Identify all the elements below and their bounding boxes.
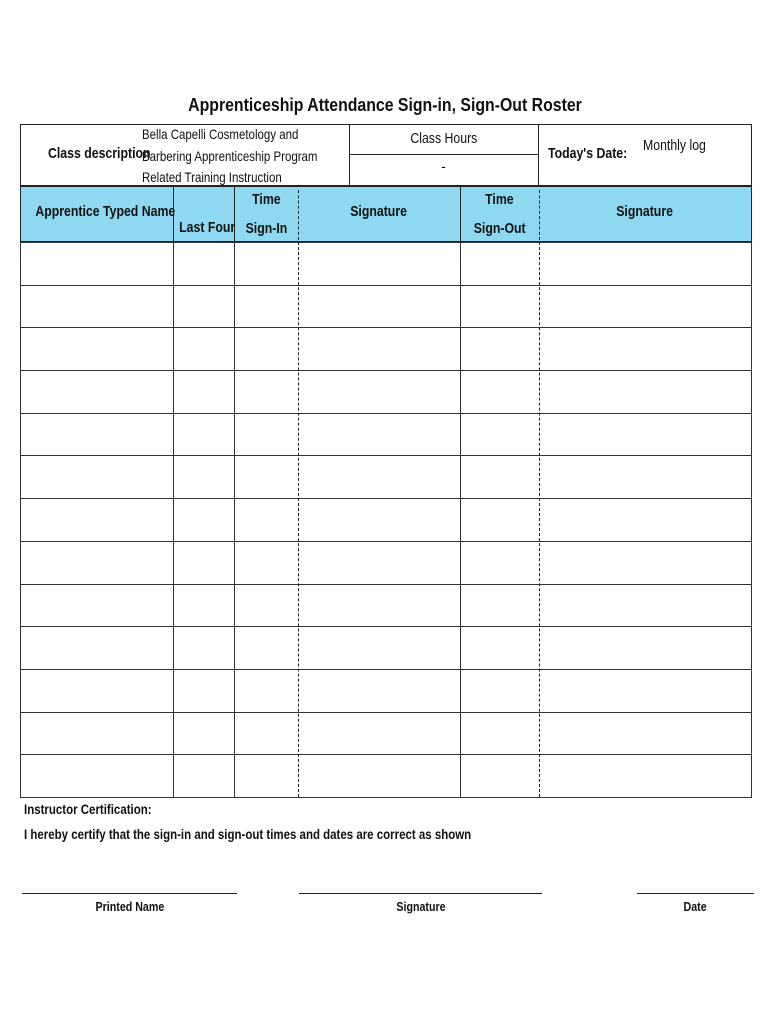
apprentice-name-cell[interactable] <box>21 456 172 497</box>
table-row-line <box>20 797 752 798</box>
signature-label: Signature <box>395 899 446 914</box>
time-sign-out-cell[interactable] <box>461 371 538 412</box>
date-label: Date <box>683 899 708 914</box>
apprentice-name-cell[interactable] <box>21 542 172 583</box>
class-hours-label: Class Hours <box>410 130 477 147</box>
last-four-cell[interactable] <box>174 670 233 711</box>
header-time-sign-out-line-1: Time <box>485 191 514 208</box>
time-sign-out-cell[interactable] <box>461 286 538 327</box>
signature-out-cell[interactable] <box>540 286 751 327</box>
apprentice-name-cell[interactable] <box>21 755 172 796</box>
signature-in-cell[interactable] <box>299 456 459 497</box>
last-four-cell[interactable] <box>174 243 233 284</box>
time-sign-out-cell[interactable] <box>461 755 538 796</box>
apprentice-name-cell[interactable] <box>21 243 172 284</box>
signature-out-cell[interactable] <box>540 371 751 412</box>
signature-in-cell[interactable] <box>299 670 459 711</box>
last-four-cell[interactable] <box>174 585 233 626</box>
time-sign-in-cell[interactable] <box>235 456 297 497</box>
apprentice-name-cell[interactable] <box>21 499 172 540</box>
last-four-cell[interactable] <box>174 371 233 412</box>
last-four-cell[interactable] <box>174 627 233 668</box>
time-sign-out-cell[interactable] <box>461 328 538 369</box>
last-four-cell[interactable] <box>174 755 233 796</box>
time-sign-out-cell[interactable] <box>461 499 538 540</box>
time-sign-in-cell[interactable] <box>235 328 297 369</box>
time-sign-out-cell[interactable] <box>461 456 538 497</box>
signature-out-cell[interactable] <box>540 414 751 455</box>
apprentice-name-cell[interactable] <box>21 670 172 711</box>
class-hours-value[interactable]: - <box>441 158 446 174</box>
time-sign-in-cell[interactable] <box>235 627 297 668</box>
time-sign-in-cell[interactable] <box>235 243 297 284</box>
signature-out-cell[interactable] <box>540 499 751 540</box>
signature-in-cell[interactable] <box>299 585 459 626</box>
time-sign-in-cell[interactable] <box>235 542 297 583</box>
printed-name-line[interactable] <box>22 893 237 894</box>
table-column-line <box>751 242 752 797</box>
signature-out-cell[interactable] <box>540 328 751 369</box>
time-sign-in-cell[interactable] <box>235 713 297 754</box>
signature-out-cell[interactable] <box>540 713 751 754</box>
signature-in-cell[interactable] <box>299 371 459 412</box>
class-description-label: Class description <box>48 145 151 162</box>
signature-out-cell[interactable] <box>540 456 751 497</box>
signature-out-cell[interactable] <box>540 243 751 284</box>
signature-in-cell[interactable] <box>299 755 459 796</box>
last-four-cell[interactable] <box>174 328 233 369</box>
class-description-line-1: Bella Capelli Cosmetology and <box>142 126 299 142</box>
class-description-line-2: Barbering Apprenticeship Program <box>142 148 318 164</box>
header-signature-in: Signature <box>350 203 408 220</box>
time-sign-in-cell[interactable] <box>235 286 297 327</box>
last-four-cell[interactable] <box>174 499 233 540</box>
time-sign-out-cell[interactable] <box>461 414 538 455</box>
apprentice-name-cell[interactable] <box>21 713 172 754</box>
signature-in-cell[interactable] <box>299 499 459 540</box>
apprentice-name-cell[interactable] <box>21 286 172 327</box>
time-sign-in-cell[interactable] <box>235 414 297 455</box>
signature-in-cell[interactable] <box>299 542 459 583</box>
signature-out-cell[interactable] <box>540 670 751 711</box>
todays-date-label: Today's Date: <box>548 145 628 162</box>
time-sign-in-cell[interactable] <box>235 585 297 626</box>
time-sign-in-cell[interactable] <box>235 371 297 412</box>
time-sign-out-cell[interactable] <box>461 243 538 284</box>
header-time-sign-in-line-2: Sign-In <box>245 220 287 237</box>
signature-out-cell[interactable] <box>540 542 751 583</box>
signature-out-cell[interactable] <box>540 755 751 796</box>
date-line[interactable] <box>637 893 754 894</box>
printed-name-label: Printed Name <box>95 899 164 914</box>
last-four-cell[interactable] <box>174 542 233 583</box>
apprentice-name-cell[interactable] <box>21 585 172 626</box>
apprentice-name-cell[interactable] <box>21 627 172 668</box>
signature-out-cell[interactable] <box>540 627 751 668</box>
time-sign-out-cell[interactable] <box>461 713 538 754</box>
header-last-four: Last Four <box>179 219 236 236</box>
last-four-cell[interactable] <box>174 713 233 754</box>
page-title: Apprenticeship Attendance Sign-in, Sign-Out Roster <box>188 95 582 115</box>
last-four-cell[interactable] <box>174 286 233 327</box>
signature-in-cell[interactable] <box>299 243 459 284</box>
time-sign-out-cell[interactable] <box>461 542 538 583</box>
header-apprentice-name: Apprentice Typed Name <box>35 203 176 220</box>
time-sign-out-cell[interactable] <box>461 585 538 626</box>
signature-in-cell[interactable] <box>299 414 459 455</box>
time-sign-in-cell[interactable] <box>235 755 297 796</box>
instructor-certification-text: I hereby certify that the sign-in and sign-out times and dates are correct as shown <box>24 826 472 842</box>
time-sign-out-cell[interactable] <box>461 670 538 711</box>
header-signature-out: Signature <box>616 203 674 220</box>
signature-in-cell[interactable] <box>299 713 459 754</box>
todays-date-value[interactable]: Monthly log <box>643 137 706 154</box>
signature-out-cell[interactable] <box>540 585 751 626</box>
class-description-line-3: Related Training Instruction <box>142 169 282 185</box>
last-four-cell[interactable] <box>174 456 233 497</box>
apprentice-name-cell[interactable] <box>21 371 172 412</box>
header-time-sign-out-line-2: Sign-Out <box>473 220 526 237</box>
instructor-certification-label: Instructor Certification: <box>24 801 152 817</box>
time-sign-in-cell[interactable] <box>235 499 297 540</box>
time-sign-in-cell[interactable] <box>235 670 297 711</box>
last-four-cell[interactable] <box>174 414 233 455</box>
apprentice-name-cell[interactable] <box>21 328 172 369</box>
time-sign-out-cell[interactable] <box>461 627 538 668</box>
header-time-sign-in-line-1: Time <box>251 191 281 208</box>
apprentice-name-cell[interactable] <box>21 414 172 455</box>
signature-in-cell[interactable] <box>299 627 459 668</box>
signature-in-cell[interactable] <box>299 286 459 327</box>
signature-in-cell[interactable] <box>299 328 459 369</box>
signature-line[interactable] <box>299 893 542 894</box>
